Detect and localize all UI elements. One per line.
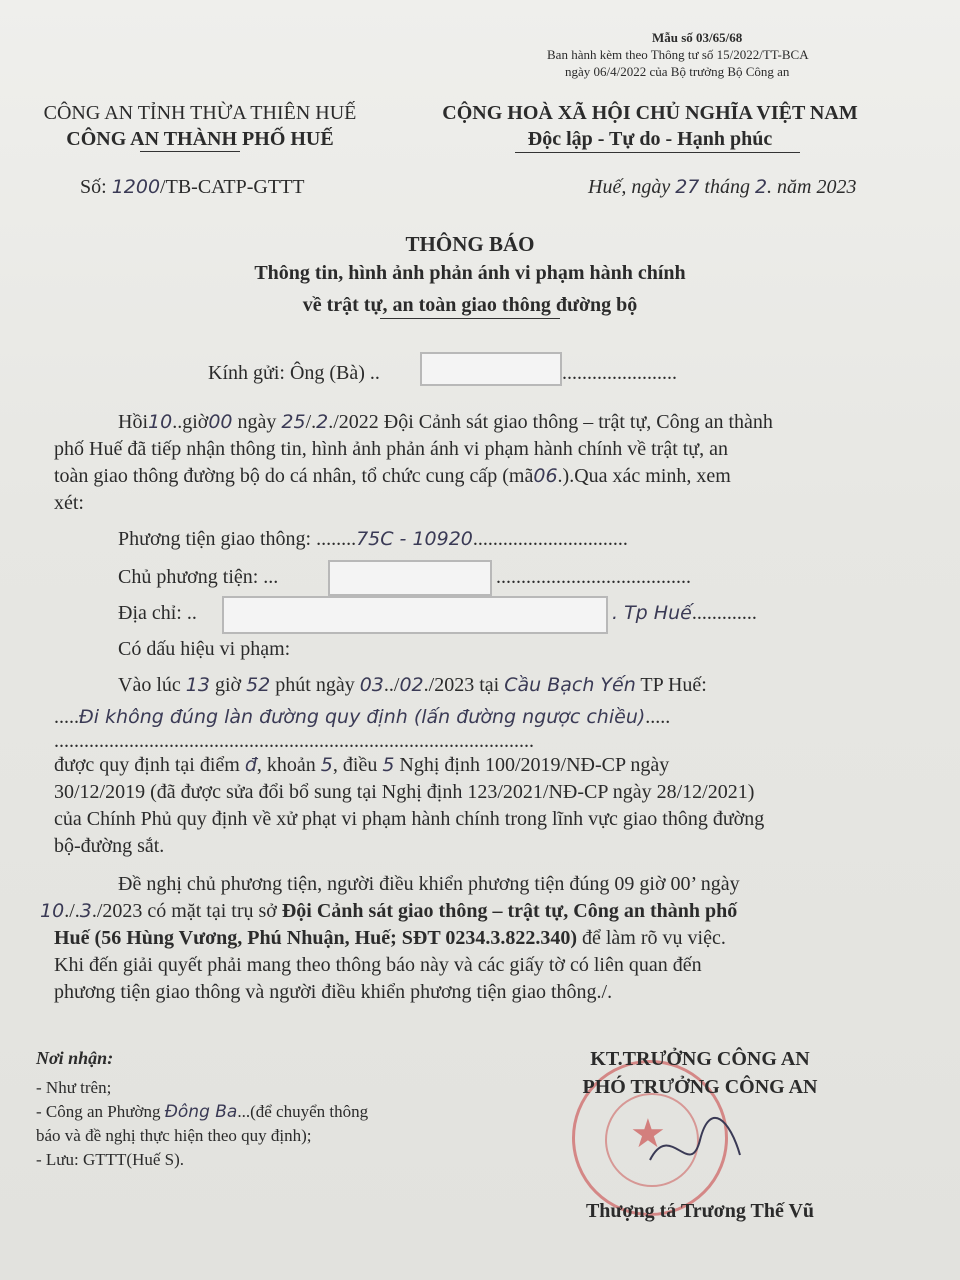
violation-description-line	[54, 704, 670, 731]
desc-dots: .....	[54, 706, 79, 728]
request-date-month: 3	[79, 900, 92, 922]
signer-name: Thượng tá Trương Thế Vũ	[585, 1200, 815, 1222]
violation-text: phút ngày	[270, 674, 360, 696]
request-date-year: ./2023	[91, 900, 143, 922]
violation-hour: 13	[185, 674, 210, 696]
violation-text: ../	[383, 674, 400, 696]
owner-label: Chủ phương tiện: ...	[118, 566, 279, 588]
recipient-text: - Công an Phường	[36, 1102, 165, 1121]
intro-minute: 00	[208, 411, 233, 433]
signature-title-1: KT.TRƯỞNG CÔNG AN	[590, 1048, 810, 1070]
request-text: để làm rõ vụ việc.	[577, 927, 726, 949]
request-line-3	[54, 925, 726, 952]
notice-subtitle-2: về trật tự, an toàn giao thông đường bộ	[302, 294, 638, 316]
address-dots: .............	[691, 602, 757, 624]
request-agency: Đội Cảnh sát giao thông – trật tự, Công an thành phố	[281, 900, 738, 922]
form-issued-line2: ngày 06/4/2022 của Bộ trưởng Bộ Công an	[565, 64, 790, 79]
regulation-line-4: bộ-đường sắt.	[54, 835, 165, 857]
violation-minute: 52	[246, 674, 271, 696]
form-number: Mẫu số 03/65/68	[652, 30, 743, 45]
vehicle-label: Phương tiện giao thông: ........	[118, 528, 357, 550]
violation-month: 02	[399, 674, 424, 696]
regulation-line-2: 30/12/2019 (đã được sửa đổi bổ sung tại Nghị định 123/2021/NĐ-CP ngày 28/12/2021)	[54, 781, 755, 803]
address-handwritten: . Tp Huế	[612, 602, 692, 624]
date-day: 27	[675, 176, 700, 198]
request-line-5: phương tiện giao thông và người điều khiển phương tiện giao thông./.	[54, 981, 613, 1003]
address-tail	[612, 600, 757, 627]
intro-text: Hồi	[118, 411, 148, 433]
signature-title-2: PHÓ TRƯỞNG CÔNG AN	[582, 1076, 818, 1098]
agency-parent: CÔNG AN TỈNH THỪA THIÊN HUẾ	[43, 102, 357, 124]
redacted-address	[222, 596, 608, 634]
desc-dots: .....	[645, 706, 671, 728]
owner-dots: .......................................	[496, 566, 691, 588]
recipient-3: - Lưu: GTTT(Huế S).	[36, 1150, 185, 1169]
vehicle-dots: ...............................	[472, 528, 628, 550]
intro-line-3	[54, 463, 731, 490]
date-prefix: Huế, ngày	[588, 176, 676, 198]
doc-no-handwritten: 1200	[111, 176, 161, 198]
violation-label: Có dấu hiệu vi phạm:	[118, 638, 291, 660]
agency-underline	[140, 151, 240, 152]
vehicle-field	[118, 526, 628, 553]
date-month: 2	[754, 176, 768, 198]
vehicle-plate: 75C - 10920	[356, 528, 473, 550]
doc-no-suffix: /TB-CATP-GTTT	[160, 176, 305, 198]
violation-text: TP Huế:	[635, 674, 707, 696]
intro-line-4: xét:	[54, 492, 84, 514]
intro-text: /.	[305, 411, 317, 433]
motto-underline	[515, 152, 800, 153]
document-number	[80, 176, 304, 199]
violation-text: Vào lúc	[118, 674, 186, 696]
recipient-ward: Đông Ba	[164, 1102, 238, 1122]
intro-code: 06	[533, 465, 558, 487]
redacted-recipient	[420, 352, 562, 386]
request-line-2	[40, 898, 737, 925]
reg-text: , điều	[332, 754, 383, 776]
violation-line-1	[118, 672, 707, 699]
intro-day: 25	[281, 411, 306, 433]
redacted-owner	[328, 560, 492, 596]
request-line-4: Khi đến giải quyết phải mang theo thông báo này và các giấy tờ có liên quan đến	[54, 954, 702, 976]
doc-no-prefix: Số:	[80, 176, 112, 198]
recipient-2	[36, 1102, 368, 1122]
date-mid: tháng	[699, 176, 755, 198]
request-line-1: Đề nghị chủ phương tiện, người điều khiển phương tiện đúng 09 giờ 00’ ngày	[118, 873, 740, 895]
intro-hour: 10	[148, 411, 173, 433]
violation-text: ./2023 tại	[423, 674, 505, 696]
recipients-title: Nơi nhận:	[36, 1048, 114, 1068]
greeting-label: Kính gửi: Ông (Bà) ..	[208, 362, 380, 384]
agency-name: CÔNG AN THÀNH PHỐ HUẾ	[66, 128, 334, 150]
violation-place: Cầu Bạch Yến	[504, 674, 636, 696]
request-date-sep: ./.	[64, 900, 80, 922]
request-address: Huế (56 Hùng Vương, Phú Nhuận, Huế; SĐT 0234.3.822.340)	[54, 927, 577, 949]
reg-text: Nghị định 100/2019/NĐ-CP ngày	[394, 754, 670, 776]
intro-text: ..giờ	[172, 411, 209, 433]
recipient-text: ...(để chuyển thông	[237, 1102, 369, 1121]
reg-clause: 5	[320, 754, 333, 776]
intro-line-2: phố Huế đã tiếp nhận thông tin, hình ảnh phản ánh vi phạm hành chính về trật tự, an	[54, 438, 729, 460]
date-suffix: . năm 2023	[767, 176, 857, 198]
violation-dots-line: ................................................................................................	[54, 730, 534, 752]
signature-scribble	[640, 1110, 750, 1180]
address-label: Địa chỉ: ..	[118, 602, 197, 624]
reg-point: đ	[244, 754, 257, 776]
request-text: có mặt tại trụ sở	[142, 900, 282, 922]
greeting-dots: .......................	[562, 362, 677, 384]
intro-line-1	[118, 409, 773, 436]
document-date	[588, 176, 857, 199]
violation-text: giờ	[209, 674, 247, 696]
form-issued-line1: Ban hành kèm theo Thông tư số 15/2022/TT-BCA	[547, 47, 809, 62]
regulation-line-3: của Chính Phủ quy định về xử phạt vi phạm hành chính trong lĩnh vực giao thông đường	[54, 808, 765, 830]
regulation-line-1	[54, 752, 669, 779]
recipient-2-cont: báo và đề nghị thực hiện theo quy định);	[36, 1126, 312, 1145]
violation-day: 03	[359, 674, 384, 696]
intro-month: 2	[316, 411, 329, 433]
stamp-star-icon: ★	[630, 1111, 666, 1156]
notice-title: THÔNG BÁO	[405, 232, 535, 256]
reg-article: 5	[382, 754, 395, 776]
notice-subtitle-1: Thông tin, hình ảnh phản ánh vi phạm hành chính	[254, 262, 686, 284]
nation-name: CỘNG HOÀ XÃ HỘI CHỦ NGHĨA VIỆT NAM	[442, 102, 858, 124]
intro-text: ngày	[232, 411, 282, 433]
recipient-1: - Như trên;	[36, 1078, 112, 1097]
request-date-day: 10	[40, 900, 65, 922]
intro-text: .).Qua xác minh, xem	[557, 465, 731, 487]
intro-text: ./2022 Đội Cảnh sát giao thông – trật tự, Công an thành	[328, 411, 773, 433]
intro-text: toàn giao thông đường bộ do cá nhân, tổ chức cung cấp (mã	[54, 465, 534, 487]
violation-description: Đi không đúng làn đường quy định (lấn đường ngược chiều)	[79, 706, 646, 728]
title-underline	[380, 318, 560, 319]
nation-motto: Độc lập - Tự do - Hạnh phúc	[527, 128, 773, 150]
reg-text: , khoản	[256, 754, 321, 776]
reg-text: được quy định tại điểm	[54, 754, 245, 776]
